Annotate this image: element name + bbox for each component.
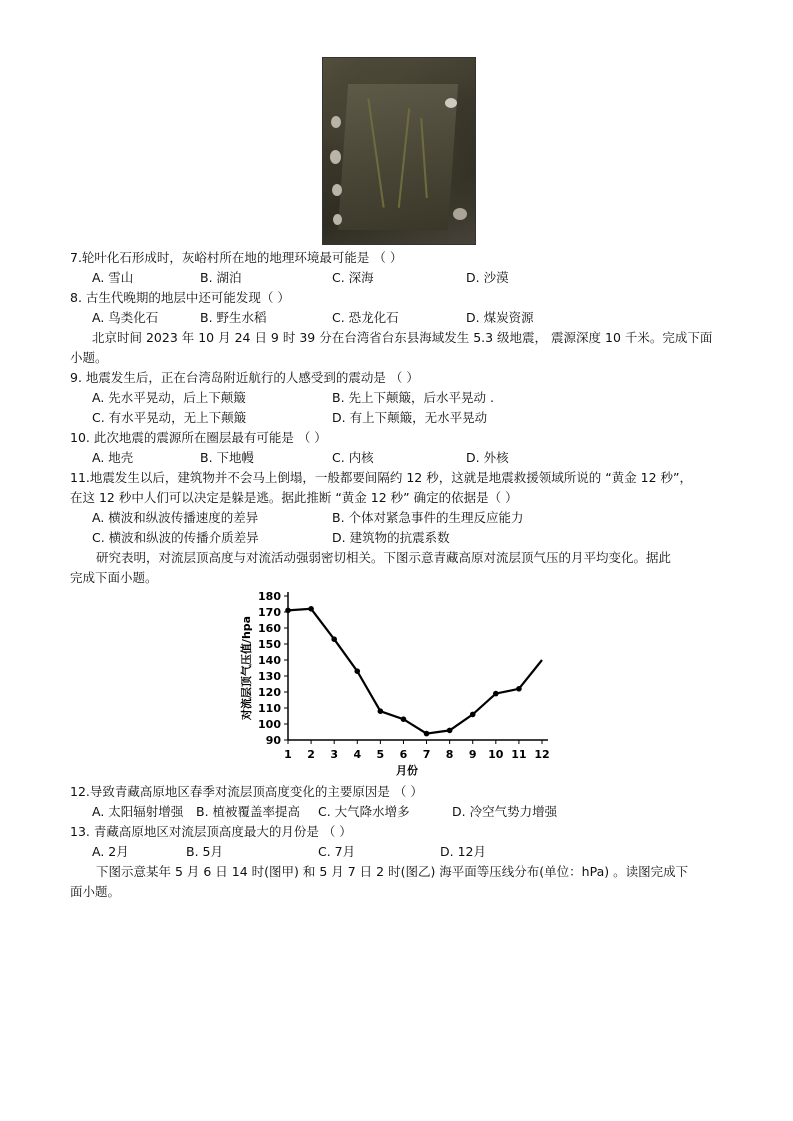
q12-option-b: B. 植被覆盖率提高 [196,804,301,819]
x-tick-label: 1 [284,748,292,761]
q9-option-b: B. 先上下颠簸，后水平晃动 . [332,390,494,405]
q13-option-d: D. 12月 [440,844,486,859]
intro-tropopause-line2: 完成下面小题。 [70,570,158,585]
series-line [288,609,542,734]
q13-option-b: B. 5月 [186,844,223,859]
q7-option-c: C. 深海 [332,270,374,285]
q13-stem: 13. 青藏高原地区对流层顶高度最大的月份是 （ ） [70,824,352,839]
x-tick-label: 7 [422,748,431,761]
intro-tropopause-line1: 研究表明，对流层顶高度与对流活动强弱密切相关。下图示意青藏高原对流层顶气压的月平均变化。据此 [96,550,672,565]
data-point [354,668,360,674]
q11-option-d: D. 建筑物的抗震系数 [332,530,450,545]
q9-stem: 9. 地震发生后，正在台湾岛附近航行的人感受到的震动是 （ ） [70,370,419,385]
y-tick-label: 100 [258,718,281,731]
q10-option-a: A. 地壳 [92,450,134,465]
q13-option-a: A. 2月 [92,844,129,859]
data-point [516,686,522,692]
data-point [331,636,337,642]
data-point [308,606,314,612]
x-tick-label: 5 [376,748,385,761]
data-point [447,728,453,734]
q8-option-d: D. 煤炭资源 [466,310,534,325]
intro-earthquake-line1: 北京时间 2023 年 10 月 24 日 9 时 39 分在台湾省台东县海域发生 5.3 级地震， 震源深度 10 千米。完成下面 [92,330,713,345]
q11-stem-line1: 11.地震发生以后，建筑物并不会马上倒塌，一般都要间隔约 12 秒，这就是地震救援领域所说的 “黄金 12 秒”， [70,470,693,485]
y-tick-label: 120 [258,686,281,699]
data-point [285,608,291,614]
q8-option-a: A. 鸟类化石 [92,310,159,325]
tropopause-pressure-chart [236,584,556,780]
q10-option-c: C. 内核 [332,450,374,465]
y-tick-label: 160 [258,622,281,635]
x-axis-label: 月份 [396,764,418,777]
q10-option-b: B. 下地幔 [200,450,255,465]
y-tick-label: 180 [258,590,281,603]
y-tick-label: 140 [258,654,281,667]
intro-earthquake-line2: 小题。 [70,350,108,365]
x-tick-label: 12 [534,748,550,761]
data-point [424,731,430,737]
x-tick-label: 11 [511,748,527,761]
data-point [470,712,476,718]
y-tick-label: 170 [258,606,281,619]
y-tick-label: 110 [258,702,281,715]
data-point [378,708,384,714]
q11-option-c: C. 横波和纵波的传播介质差异 [92,530,259,545]
intro-isobar-line1: 下图示意某年 5 月 6 日 14 时(图甲) 和 5 月 7 日 2 时(图乙) 海平面等压线分布(单位：hPa) 。读图完成下 [96,864,689,879]
y-tick-label: 130 [258,670,281,683]
x-tick-label: 4 [353,748,362,761]
q7-stem: 7.轮叶化石形成时，灰峪村所在地的地理环境最可能是 （ ） [70,250,403,265]
x-tick-label: 8 [445,748,454,761]
q12-stem: 12.导致青藏高原地区春季对流层顶高度变化的主要原因是 （ ） [70,784,423,799]
q12-option-c: C. 大气降水增多 [318,804,410,819]
q7-option-b: B. 湖泊 [200,270,242,285]
y-tick-label: 90 [265,734,281,747]
q10-option-d: D. 外核 [466,450,509,465]
q8-option-b: B. 野生水稻 [200,310,267,325]
q11-option-a: A. 横波和纵波传播速度的差异 [92,510,259,525]
q12-option-d: D. 冷空气势力增强 [452,804,558,819]
q10-stem: 10. 此次地震的震源所在圈层最有可能是 （ ） [70,430,327,445]
y-tick-label: 150 [258,638,281,651]
x-tick-label: 10 [488,748,504,761]
y-axis-label: 对流层顶气压值/hpa [240,615,253,721]
q11-option-b: B. 个体对紧急事件的生理反应能力 [332,510,524,525]
data-point [493,691,499,697]
q9-option-a: A. 先水平晃动，后上下颠簸 [92,390,246,405]
q8-option-c: C. 恐龙化石 [332,310,399,325]
q13-option-c: C. 7月 [318,844,356,859]
data-point [401,716,407,722]
x-tick-label: 2 [307,748,315,761]
q7-option-a: A. 雪山 [92,270,134,285]
q11-stem-line2: 在这 12 秒中人们可以决定是躲是逃。据此推断 “黄金 12 秒” 确定的依据是（ ） [70,490,518,505]
q8-stem: 8. 古生代晚期的地层中还可能发现（ ） [70,290,290,305]
intro-isobar-line2: 面小题。 [70,884,121,899]
fossil-photo [322,57,476,245]
x-tick-label: 3 [330,748,339,761]
q9-option-c: C. 有水平晃动，无上下颠簸 [92,410,247,425]
x-tick-label: 9 [468,748,477,761]
x-tick-label: 6 [399,748,408,761]
q7-option-d: D. 沙漠 [466,270,509,285]
q12-option-a: A. 太阳辐射增强 [92,804,184,819]
q9-option-d: D. 有上下颠簸，无水平晃动 [332,410,488,425]
